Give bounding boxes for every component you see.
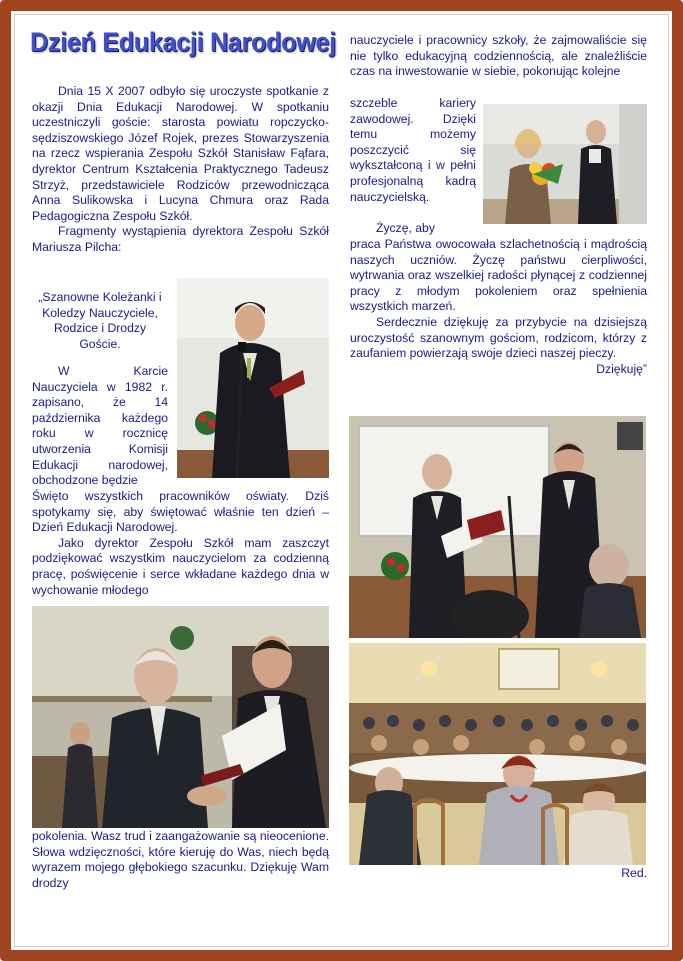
- closing-thanks: Dziękuję”: [596, 361, 647, 376]
- col1-bottom-text: pokolenia. Wasz trud i zaangażowanie są nieocenione. Słowa wdzięczności, które kieruję do Was, niech będą wyrazem mojego głębokiego szacunku. Dziękuję Wam drodzy: [32, 829, 329, 890]
- page-title: Dzień Edukacji Narodowej: [30, 27, 336, 57]
- photo-banquet: [349, 643, 646, 865]
- photo-handshake: [32, 606, 329, 828]
- karta-text-a: W Karcie Nauczyciela w 1982 r. zapisano, że 14 października każdego roku w rocznicę utworzenia Komisji Edukacji narodowej, obchodzone będzie: [32, 364, 168, 488]
- closing-paragraph: Serdecznie dziękuję za przybycie na dzisiejszą uroczystość szanownym gościom, rodzicom, którzy z zaufaniem powierzają swoje dzieci naszej pieczy.: [350, 314, 647, 361]
- photo-award: [349, 416, 646, 638]
- intro-paragraph: Dnia 15 X 2007 odbyło się uroczyste spotkanie z okazji Dnia Edukacji Narodowej. W spotkaniu uczestniczyli goście: starosta powiatu ropczycko-sędziszowskiego Józef Rojek, prezes Stowarzyszenia na rzecz wspierania Zespołu Szkół Stanisław Fąfara, dyrektor Centrum Kształcenia Praktycznego Tadeusz Strzyż, przedstawiciele Rodziców przewodnicząca Anna Sulikowska i Lucyna Chmura oraz Rada Pedagogiczna Zespołu Szkół.: [32, 84, 329, 223]
- wish-start-text: Życzę, aby: [376, 221, 435, 235]
- editor-signature: Red.: [621, 866, 647, 880]
- greeting-text: „Szanowne Koleżanki i Koledzy Nauczyciele, Rodzice i Drodzy Goście.: [38, 290, 162, 351]
- col2-wish-start: [350, 221, 476, 237]
- col2-wish-text: [350, 237, 647, 377]
- thanks-paragraph: Jako dyrektor Zespołu Szkół mam zaszczyt podziękować wszystkim nauczycielom za codzienną pracę, poświęcenie i serce wkładane każdego dnia w wychowanie młodego: [32, 535, 329, 597]
- karta-paragraph-part2: [32, 489, 329, 598]
- intro-text: [32, 84, 329, 256]
- karta-paragraph-part1: [32, 364, 168, 489]
- col2-career-text: szczeble kariery zawodowej. Dzięki temu możemy poszczycić się wykształconą i w pełni profesjonalną kadrą nauczycielską.: [350, 96, 476, 204]
- col2-top-text: nauczyciele i pracownicy szkoły, że zajmowaliście się nie tylko edukacyjną codziennością, ale znaleźliście czas na inwestowanie w siebie, pokonując kolejne: [350, 33, 647, 79]
- photo-director-speech: [177, 278, 329, 478]
- wish-text: praca Państwa owocowała szlachetnością i mądrością naszych uczniów. Życzę państwu cierpliwości, wytrwania oraz wszelkiej radości płynącej z codziennej pracy z młodym pokoleniem oraz spełnienia wszystkich marzeń.: [350, 237, 647, 314]
- speech-intro-paragraph: Fragmenty wystąpienia dyrektora Zespołu Szkół Mariusza Pilcha:: [32, 224, 329, 254]
- photo-flowers: [483, 104, 647, 224]
- karta-text-b: Święto wszystkich pracowników oświaty. Dziś spotykamy się, aby świętować właśnie ten dzień – Dzień Edukacji Narodowej.: [32, 489, 329, 535]
